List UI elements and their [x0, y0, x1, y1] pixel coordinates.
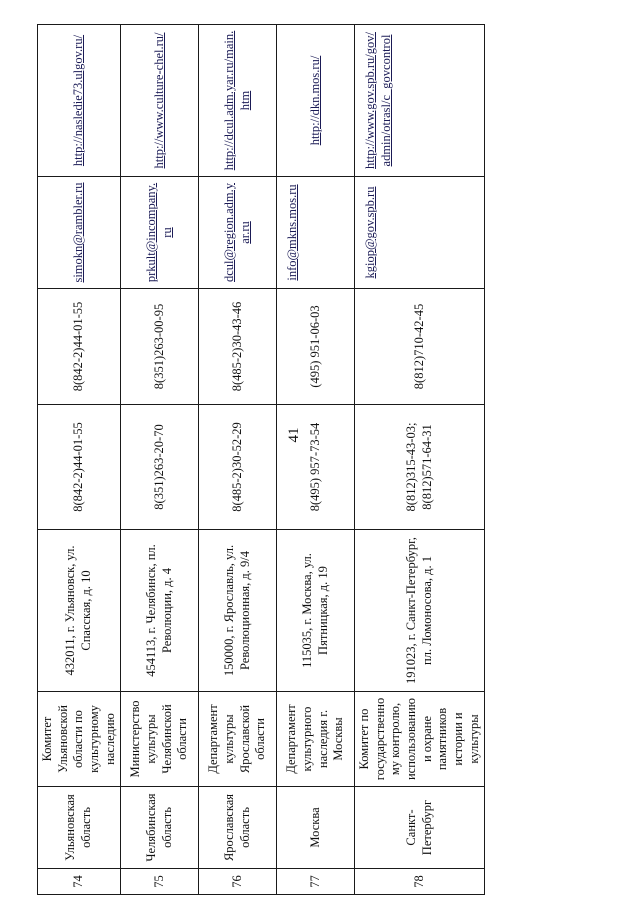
address-cell: 115035, г. Москва, ул. Пятницкая, д. 19 [277, 530, 355, 692]
email-link[interactable]: info@mkns.mos.ru [285, 184, 300, 281]
fax-cell: 8(812)710-42-45 [355, 289, 485, 405]
authority-cell: Министерство культуры Челябинской области [121, 692, 199, 787]
email-link[interactable]: kgiop@gov.spb.ru [363, 186, 378, 279]
region-cell: Челябинская область [121, 787, 199, 869]
fax-cell: 8(485-2)30-43-46 [199, 289, 277, 405]
email-cell [277, 177, 355, 289]
row-number: 76 [199, 869, 277, 895]
email-cell [38, 177, 121, 289]
website-link[interactable]: http://www.culture-chel.ru/ [151, 32, 166, 169]
email-cell [355, 177, 485, 289]
email-link[interactable]: dcul@region.adm.yar.ru [222, 183, 252, 282]
row-number: 75 [121, 869, 199, 895]
fax-cell: 8(351)263-00-95 [121, 289, 199, 405]
authority-cell: Комитет по государственному контролю, использованию и охране памятников истории и культуры [355, 692, 485, 787]
authority-cell: Департамент культурного наследия г. Москвы [277, 692, 355, 787]
email-link[interactable]: simokn@rambler.ru [71, 182, 86, 283]
row-number: 78 [355, 869, 485, 895]
website-cell [121, 25, 199, 177]
phone-cell: 8(351)263-20-70 [121, 405, 199, 530]
phone-cell: 8(842-2)44-01-55 [38, 405, 121, 530]
address-cell: 191023, г. Санкт-Петербург, пл. Ломоносова, д. 1 [355, 530, 485, 692]
address-cell: 150000, г. Ярославль, ул. Революционная, д. 9/4 [199, 530, 277, 692]
fax-cell: 8(842-2)44-01-55 [38, 289, 121, 405]
contacts-table [37, 24, 485, 895]
authority-cell: Департамент культуры Ярославской области [199, 692, 277, 787]
fax-cell: (495) 951-06-03 [277, 289, 355, 405]
website-link[interactable]: http://dkn.mos.ru/ [307, 55, 322, 146]
region-cell: Санкт-Петербург [355, 787, 485, 869]
row-number: 74 [38, 869, 121, 895]
phone-cell: 8(495) 957-73-54 [277, 405, 355, 530]
row-number: 77 [277, 869, 355, 895]
phone-cell: 8(812)315-43-03; 8(812)571-64-31 [355, 405, 485, 530]
website-cell [199, 25, 277, 177]
website-link[interactable]: http://nasledie73.ulgov.ru/ [71, 34, 86, 167]
website-cell [355, 25, 485, 177]
region-cell: Ульяновская область [38, 787, 121, 869]
region-cell: Москва [277, 787, 355, 869]
email-cell [199, 177, 277, 289]
website-link[interactable]: http://dcul.adm.yar.ru/main.htm [222, 30, 252, 171]
phone-cell: 8(485-2)30-52-29 [199, 405, 277, 530]
page-number: 41 [286, 427, 302, 443]
website-cell [38, 25, 121, 177]
table-row [277, 25, 355, 895]
authority-cell: Комитет Ульяновской области по культурному наследию [38, 692, 121, 787]
website-cell [277, 25, 355, 177]
address-cell: 432011, г. Ульяновск, ул. Спасская, д. 10 [38, 530, 121, 692]
table-row [121, 25, 199, 895]
region-cell: Ярославская область [199, 787, 277, 869]
table-row [355, 25, 485, 895]
table-row [38, 25, 121, 895]
address-cell: 454113, г. Челябинск, пл. Революции, д. 4 [121, 530, 199, 692]
email-cell [121, 177, 199, 289]
table-row [199, 25, 277, 895]
website-link[interactable]: http://www.gov.spb.ru/gov/admin/otrasl/c_govcontrol [363, 32, 393, 169]
email-link[interactable]: prkult@incompany.ru [144, 182, 174, 283]
